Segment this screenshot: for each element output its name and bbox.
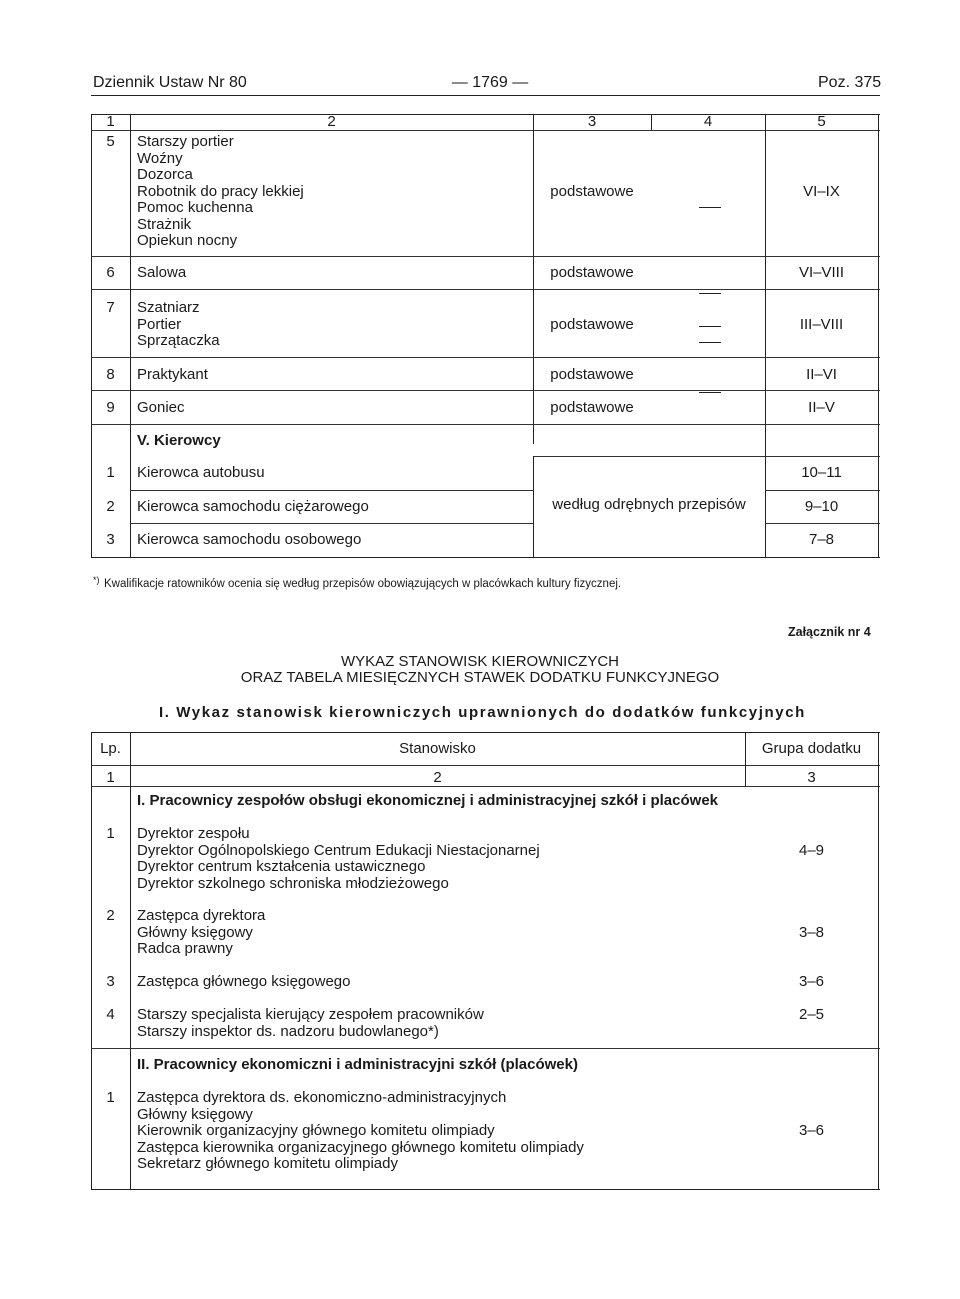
table1-row5-name-6: Strażnik: [137, 216, 192, 233]
table1-row6-lp: 6: [106, 264, 115, 281]
table2-s2-row1-lp: 1: [106, 1089, 115, 1106]
table2-s2-row1-name-4: Zastępca kierownika organizacyjnego głównego komitetu olimpiady: [137, 1139, 584, 1156]
table1-row5-name-5: Pomoc kuchenna: [137, 199, 253, 216]
table2-s1-row2-lp: 2: [106, 907, 115, 924]
table2-colnum-2: 2: [433, 769, 442, 786]
table1-row5-name-1: Starszy portier: [137, 133, 234, 150]
table1-row8-name: Praktykant: [137, 366, 208, 383]
table2-s1-row1-group: 4–9: [798, 842, 825, 859]
page-number: — 1769 —: [451, 74, 529, 91]
table1-row8-lp: 8: [106, 366, 115, 383]
driver-1-category: 10–11: [801, 464, 842, 481]
table2-bottom-border: [91, 1189, 880, 1190]
table2-s1-row4-name-1: Starszy specjalista kierujący zespołem pracowników: [137, 1006, 484, 1023]
table1-bottom-border: [91, 557, 880, 558]
header-rule: [91, 95, 880, 96]
table2-right-border: [878, 732, 879, 1189]
table2-header-position: Stanowisko: [399, 740, 476, 757]
table1-row8-dash: [699, 392, 721, 393]
journal-title: Dziennik Ustaw Nr 80: [93, 74, 247, 91]
section-v-title: V. Kierowcy: [137, 432, 221, 449]
table1-colnum-1: 1: [106, 113, 115, 130]
table2-colnum-3: 3: [807, 769, 816, 786]
table1-colnum-2: 2: [327, 113, 336, 130]
drivers-requirement: według odrębnych przepisów: [552, 496, 746, 513]
table2-s2-row1-name-2: Główny księgowy: [137, 1106, 253, 1123]
table1-row7-category: III–VIII: [799, 316, 844, 333]
driver-3-name: Kierowca samochodu osobowego: [137, 531, 362, 548]
table1-row5-name-2: Woźny: [137, 150, 183, 167]
table1-row9-category: II–V: [808, 399, 835, 416]
table1-row8-rule: [91, 390, 880, 391]
table2-col-divider-1: [130, 732, 131, 1189]
table2-s2-row1-name-3: Kierownik organizacyjny głównego komitetu olimpiady: [137, 1122, 495, 1139]
table2-s1-row1-name-2: Dyrektor Ogólnopolskiego Centrum Edukacji Niestacjonarnej: [137, 842, 540, 859]
drivers-req-left-border: [533, 456, 534, 557]
table2-s1-row1-name-1: Dyrektor zespołu: [137, 825, 250, 842]
table2-s1-row3-group: 3–6: [798, 973, 825, 990]
table1-row6-education: podstawowe: [550, 264, 634, 281]
driver-2-lp: 2: [106, 498, 115, 515]
table1-row9-name: Goniec: [137, 399, 185, 416]
driver-2-rule-right: [765, 523, 880, 524]
table2-header-group: Grupa dodatku: [761, 740, 862, 757]
table2-section-1-title: I. Pracownicy zespołów obsługi ekonomicznej i administracyjnej szkół i placówek: [137, 792, 719, 809]
table1-row5-category: VI–IX: [803, 183, 840, 200]
table2-header-rule: [91, 765, 880, 766]
table2-s2-row1-group: 3–6: [798, 1122, 825, 1139]
table1-row7-name-2: Portier: [137, 316, 182, 333]
table2-s1-row1-name-3: Dyrektor centrum kształcenia ustawicznego: [137, 858, 426, 875]
table1-row7-name-3: Sprzątaczka: [137, 332, 220, 349]
table1-row9-rule: [91, 424, 880, 425]
annex-label: Załącznik nr 4: [788, 625, 871, 639]
table1-row9-education: podstawowe: [550, 399, 634, 416]
table2-section-divider: [91, 1048, 880, 1049]
drivers-top-rule: [533, 456, 880, 457]
table2-left-border: [91, 732, 92, 1189]
table2-s1-row2-name-3: Radca prawny: [137, 940, 233, 957]
table2-s1-row1-lp: 1: [106, 825, 115, 842]
driver-2-rule: [130, 523, 533, 524]
table2-s1-row2-group: 3–8: [798, 924, 825, 941]
table1-row7-lp: 7: [106, 299, 115, 316]
table1-row6-name: Salowa: [137, 264, 187, 281]
table1-row8-education: podstawowe: [550, 366, 634, 383]
table2-colnum-1: 1: [106, 769, 115, 786]
table2-s1-row4-group: 2–5: [798, 1006, 825, 1023]
footnote-mark: *): [93, 575, 100, 585]
table2-s2-row1-name-5: Sekretarz głównego komitetu olimpiady: [137, 1155, 398, 1172]
table1-row5-education: podstawowe: [550, 183, 634, 200]
driver-3-category: 7–8: [808, 531, 835, 548]
table2-s1-row4-lp: 4: [106, 1006, 115, 1023]
driver-1-rule-right: [765, 490, 880, 491]
table1-row6-dash: [699, 293, 721, 294]
table1-row7-rule: [91, 357, 880, 358]
driver-1-lp: 1: [106, 464, 115, 481]
table1-left-border: [91, 114, 92, 557]
table2-s1-row3-name-1: Zastępca głównego księgowego: [137, 973, 351, 990]
table1-row6-category: VI–VIII: [798, 264, 845, 281]
annex-title-line-2: ORAZ TABELA MIESIĘCZNYCH STAWEK DODATKU FUNKCYJNEGO: [240, 669, 720, 686]
table1-row7-education: podstawowe: [550, 316, 634, 333]
table2-top-border: [91, 732, 880, 733]
table1-row7-name-1: Szatniarz: [137, 299, 200, 316]
table1-row9-lp: 9: [106, 399, 115, 416]
table2-s2-row1-name-1: Zastępca dyrektora ds. ekonomiczno-administracyjnych: [137, 1089, 507, 1106]
table2-s1-row2-name-2: Główny księgowy: [137, 924, 253, 941]
table2-s1-row2-name-1: Zastępca dyrektora: [137, 907, 266, 924]
footnote-text: Kwalifikacje ratowników ocenia się według przepisów obowiązujących w placówkach kultury fizycznej.: [104, 578, 622, 590]
annex-title-line-1: WYKAZ STANOWISK KIEROWNICZYCH: [340, 653, 620, 670]
table1-colnum-4: 4: [703, 113, 713, 130]
table1-row7-dash-b: [699, 342, 721, 343]
table1-row7-dash-a: [699, 326, 721, 327]
table1-row5-lp: 5: [106, 133, 115, 150]
table2-s1-row3-lp: 3: [106, 973, 115, 990]
table2-section-2-title: II. Pracownicy ekonomiczni i administracyjni szkół (placówek): [137, 1056, 578, 1073]
table1-row5-rule: [91, 256, 880, 257]
table2-header-lp: Lp.: [100, 740, 121, 757]
driver-3-lp: 3: [106, 531, 115, 548]
table1-row5-name-4: Robotnik do pracy lekkiej: [137, 183, 304, 200]
annex-section-title: I. Wykaz stanowisk kierowniczych uprawnionych do dodatków funkcyjnych: [159, 704, 806, 721]
table1-colnum-5: 5: [817, 113, 826, 130]
table1-row5-name-7: Opiekun nocny: [137, 232, 238, 249]
table1-row6-rule: [91, 289, 880, 290]
table2-s1-row1-name-4: Dyrektor szkolnego schroniska młodzieżowego: [137, 875, 449, 892]
driver-2-name: Kierowca samochodu ciężarowego: [137, 498, 369, 515]
table2-s1-row4-name-2: Starszy inspektor ds. nadzoru budowlanego*): [137, 1023, 439, 1040]
table1-row5-name-3: Dozorca: [137, 166, 193, 183]
table1-row8-category: II–VI: [806, 366, 837, 383]
driver-1-name: Kierowca autobusu: [137, 464, 265, 481]
position-number: Poz. 375: [818, 74, 882, 91]
driver-1-rule: [130, 490, 533, 491]
table1-colnum-3: 3: [587, 113, 597, 130]
table1-row5-dash: [699, 207, 721, 208]
driver-2-category: 9–10: [804, 498, 839, 515]
